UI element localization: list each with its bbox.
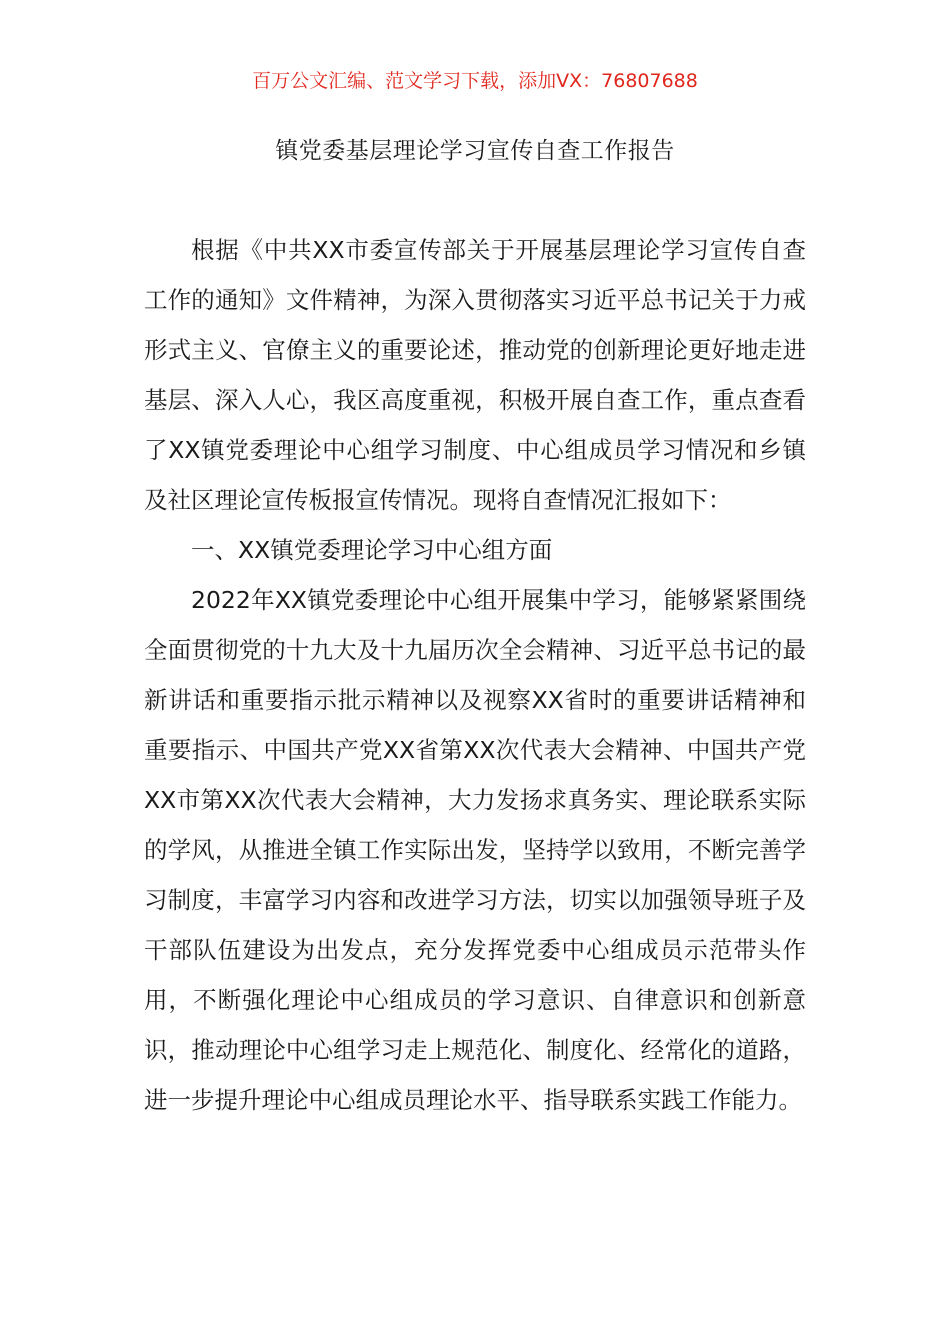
document-title: 镇党委基层理论学习宣传自查工作报告 xyxy=(275,138,675,164)
section-heading-1: 一、XX镇党委理论学习中心组方面 xyxy=(191,536,553,564)
section-1-paragraph: 2022年XX镇党委理论中心组开展集中学习，能够紧紧围绕全面贯彻党的十九大及十九届历次全会精神、习近平总书记的最新讲话和重要指示批示精神以及视察XX省时的重要讲话精神和重要指示、中国共产党XX省第XX次代表大会精神、中国共产党XX市第XX次代表大会精神，大力发扬求真务实、理论联系实际的学风，从推进全镇工作实际出发，坚持学以致用，不断完善学习制度，丰富学习内容和改进学习方法，切实以加强领导班子及干部队伍建设为出发点，充分发挥党委中心组成员示范带头作用，不断强化理论中心组成员的学习意识、自律意识和创新意识，推动理论中心组学习走上规范化、制度化、经常化的道路，进一步提升理论中心组成员理论水平、指导联系实践工作能力。 xyxy=(144,586,806,1114)
document-body xyxy=(144,225,806,1125)
intro-paragraph: 根据《中共XX市委宣传部关于开展基层理论学习宣传自查工作的通知》文件精神，为深入贯彻落实习近平总书记关于力戒形式主义、官僚主义的重要论述，推动党的创新理论更好地走进基层、深入人心，我区高度重视，积极开展自查工作，重点查看了XX镇党委理论中心组学习制度、中心组成员学习情况和乡镇及社区理论宣传板报宣传情况。现将自查情况汇报如下： xyxy=(144,236,806,514)
header-watermark-note: 百万公文汇编、范文学习下载，添加VX：76807688 xyxy=(252,70,698,92)
